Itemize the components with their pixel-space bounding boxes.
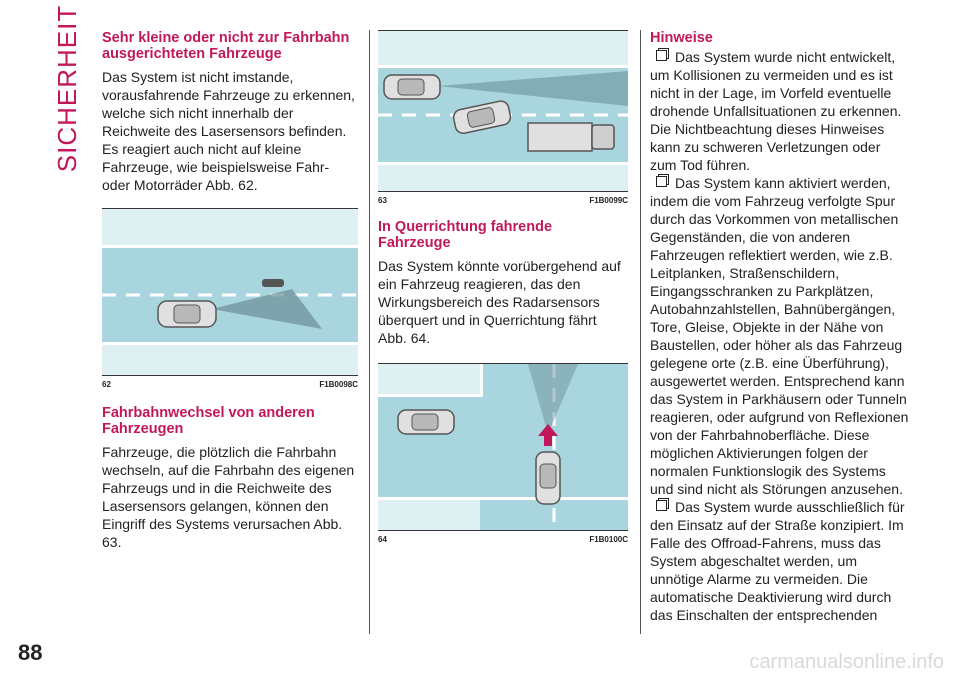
paragraph-lane-change: Fahrzeuge, die plötzlich die Fahrbahn wechseln, auf die Fahrbahn des eigenen Fahrzeugs und in die Reichweite des Lasersensors gelangen, können den Eingriff des Systems verursachen Abb. 63.	[102, 444, 355, 550]
paragraph-small-vehicles: Das System ist nicht imstande, vorausfahrende Fahrzeuge zu erkennen, welche sich nicht innerhalb der Reichweite des Lasersensors befinden. Es reagiert auch nicht auf kleine Fahrzeuge, wie beispielsweise Fahr- oder Motorräder Abb. 62.	[102, 69, 355, 193]
figure-63-number: 63	[378, 196, 387, 205]
figure-63-illustration	[378, 31, 628, 191]
figure-62-illustration	[102, 209, 358, 375]
note-item: Das System wurde ausschließlich für den Einsatz auf der Straße konzipiert. Im Falle des Offroad-Fahrens, muss das System abgeschaltet werden, um unnötige Alarme zu vermeiden. Die automatische Deaktivierung wird durch das Einschalten der entsprechenden	[650, 499, 905, 623]
watermark: carmanualsonline.info	[749, 651, 944, 673]
column-divider	[640, 30, 641, 634]
heading-notes: Hinweise	[650, 30, 713, 46]
column-divider	[369, 30, 370, 634]
column-3	[650, 30, 910, 624]
truck-icon	[528, 123, 614, 151]
page-number: 88	[18, 640, 43, 665]
car-icon	[398, 410, 454, 434]
note-item: Das System kann aktiviert werden, indem die vom Fahrzeug verfolgte Spur durch das Vorkommen von metallischen Gegenständen, die von anderen Fahrzeugen reflektiert werden, wie z.B. Leitplanken, Straßenschildern, Eingangsschranken zu Parkplätzen, Autobahnzahlstellen, Bahnübergängen, Tore, Gleise, Objekte in der Nähe von Baustellen, oder höher als das Fahrzeug gelegene orte (z.B. eine Überführung), ausgewertet werden. Entsprechend kann das System in Parkhäusern oder Tunneln reagieren, oder aufgrund von Reflexionen von der Fahrbahnoberfläche. Diese möglichen Aktivierungen folgen der normalen Funktionslogik des Systems und sind nicht als Störungen anzusehen.	[650, 175, 909, 497]
figure-64-illustration	[378, 364, 628, 530]
figure-64-number: 64	[378, 535, 387, 544]
checkbox-bullet-icon	[656, 50, 667, 61]
column-2	[378, 30, 628, 544]
figure-62-code: F1B0098C	[319, 380, 358, 389]
figure-63-code: F1B0099C	[589, 196, 628, 205]
figure-62	[102, 208, 358, 389]
figure-63	[378, 30, 628, 205]
car-icon	[536, 452, 560, 504]
heading-small-vehicles: Sehr kleine oder nicht zur Fahrbahn ausgerichteten Fahrzeuge	[102, 30, 350, 62]
motorbike-icon	[262, 279, 284, 287]
car-icon	[158, 301, 216, 327]
paragraph-cross-traffic: Das System könnte vorübergehend auf ein Fahrzeug reagieren, das den Wirkungsbereich des Radarsensors überquert und in Querrichtung fährt Abb. 64.	[378, 258, 621, 346]
figure-64-code: F1B0100C	[589, 535, 628, 544]
figure-64	[378, 363, 628, 544]
car-icon	[384, 75, 440, 99]
section-title: SICHERHEIT	[52, 4, 83, 172]
heading-lane-change: Fahrbahnwechsel von anderen Fahrzeugen	[102, 405, 315, 437]
note-item: Das System wurde nicht entwickelt, um Kollisionen zu vermeiden und es ist nicht in der Lage, im Vorfeld eventuelle drohende Unfallsituationen zu erkennen. Die Nichtbeachtung dieses Hinweises kann zu schweren Verletzungen oder zum Tod führen.	[650, 49, 902, 173]
column-1	[102, 30, 358, 551]
checkbox-bullet-icon	[656, 176, 667, 187]
figure-62-number: 62	[102, 380, 111, 389]
checkbox-bullet-icon	[656, 500, 667, 511]
heading-cross-traffic: In Querrichtung fahrende Fahrzeuge	[378, 219, 553, 251]
